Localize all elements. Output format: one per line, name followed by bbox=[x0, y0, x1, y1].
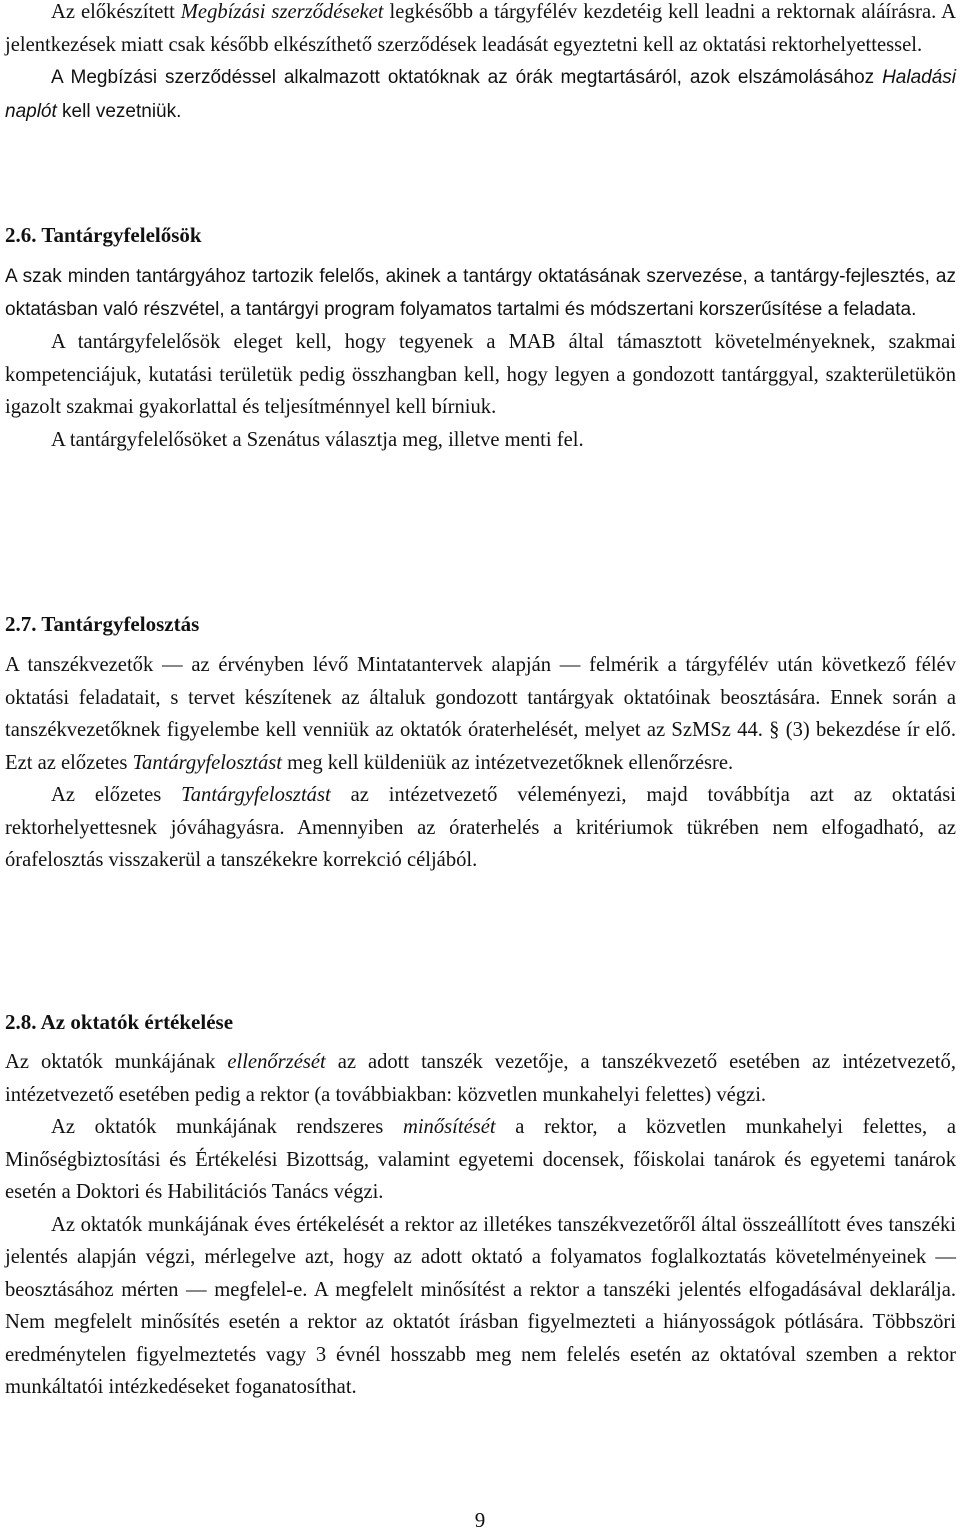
text-run: A tanszékvezetők ― az érvényben lévő Mintatantervek alapján ― felmérik a tárgyfélév után következő félév oktatási feladatait, s tervet készítenek az általuk gondozott tantárgyak oktatóinak beosztására. Ennek során a tanszékvezetőknek figyelembe kell venniük az oktatók óraterhelését, melyet az SzMSz 44. § (3) bekezdése ír elő. Ezt az előzetes bbox=[5, 654, 956, 774]
section-heading-2-7: 2.7. Tantárgyfelosztás bbox=[5, 612, 200, 636]
intro-paragraph-2 bbox=[5, 61, 956, 128]
intro-section bbox=[5, 0, 956, 128]
italic-term: Megbízási szerződéseket bbox=[180, 1, 384, 23]
section-2-7-body bbox=[5, 649, 956, 877]
section-heading-2-6: 2.6. Tantárgyfelelősök bbox=[5, 223, 202, 247]
text-run: Az előzetes bbox=[51, 784, 182, 806]
paragraph bbox=[5, 1046, 956, 1111]
section-2-6-body bbox=[5, 261, 956, 456]
paragraph: A szak minden tantárgyához tartozik felelős, akinek a tantárgy oktatásának szervezése, a tantárgy-fejlesztés, az oktatásban való részvétel, a tantárgyi program folyamatos tartalmi és módszertani korszerűsítése a feladata. bbox=[5, 266, 956, 320]
intro-paragraph-1 bbox=[5, 0, 956, 61]
text-run: az intézetvezető véleményezi, majd továbbítja azt az oktatási rektorhelyettesnek jóváhagyásra. Amennyiben az óraterhelés a kritériumok tükrében nem elfogadható, az órafelosztás visszakerül a tanszékekre korrekció céljából. bbox=[5, 784, 956, 871]
italic-term: Tantárgyfelosztást bbox=[181, 784, 331, 806]
italic-term: Tantárgyfelosztást bbox=[132, 751, 283, 774]
text-run: kell vezetniük. bbox=[56, 100, 182, 122]
text-run: legkésőbb a tárgyfélév kezdetéig kell leadni a rektornak aláírásra. A jelentkezések miatt csak később elkészíthető szerződések leadását egyeztetni kell az oktatási rektorhelyettessel. bbox=[5, 1, 956, 56]
text-run: Az előkészített bbox=[51, 1, 181, 23]
text-run: Az oktatók munkájának rendszeres bbox=[51, 1116, 403, 1138]
section-heading-2-8: 2.8. Az oktatók értékelése bbox=[5, 1010, 234, 1034]
section-2-8-body bbox=[5, 1046, 956, 1404]
paragraph: A tantárgyfelelősök eleget kell, hogy tegyenek a MAB által támasztott követelményeknek, szakmai kompetenciájuk, kutatási területük pedig összhangban kell, hogy legyen a gondozott tantárggyal, szakterületükön igazolt szakmai gyakorlattal és teljesítménnyel kell bírniuk. bbox=[5, 331, 956, 418]
text-run: meg kell küldeniük az intézetvezetőknek ellenőrzésre. bbox=[282, 751, 734, 774]
text-run: A Megbízási szerződéssel alkalmazott oktatóknak az órák megtartásáról, azok elszámolásához bbox=[51, 67, 883, 88]
italic-term: ellenőrzését bbox=[227, 1051, 326, 1073]
italic-term: Haladási naplót bbox=[5, 67, 956, 122]
text-run: az adott tanszék vezetője, a tanszékvezető esetében az intézetvezető, intézetvezető esetében pedig a rektor (a továbbiakban: közvetlen munkahelyi felettes) végzi. bbox=[5, 1051, 956, 1106]
text-run: Az oktatók munkájának bbox=[5, 1051, 228, 1073]
paragraph bbox=[5, 779, 956, 877]
paragraph bbox=[5, 1111, 956, 1209]
paragraph: Az oktatók munkájának éves értékelését a rektor az illetékes tanszékvezetőről által összeállított éves tanszéki jelentés alapján végzi, mérlegelve azt, hogy az adott oktató a folyamatos foglalkoztatás követelményeinek ― beosztásához mérten ― megfelel-e. A megfelelt minősítést a rektor a tanszéki jelentés elfogadásával deklarálja. Nem megfelelt minősítés esetén a rektor az oktatót írásban figyelmezteti a hiányosságok pótlására. Többszöri eredménytelen figyelmeztetés vagy 3 évnél hosszabb meg nem felelés esetén az oktatóval szemben a rektor munkáltatói intézkedéseket foganatosíthat. bbox=[5, 1213, 956, 1398]
paragraph bbox=[5, 649, 956, 779]
italic-term: minősítését bbox=[402, 1116, 496, 1138]
page-number: 9 bbox=[474, 1508, 486, 1532]
paragraph: A tantárgyfelelősöket a Szenátus választja meg, illetve menti fel. bbox=[51, 428, 584, 451]
text-run: a rektor, a közvetlen munkahelyi felettes, a Minőségbiztosítási és Értékelési Bizottság, valamint egyetemi docensek, főiskolai tanárok és egyetemi tanárok esetén a Doktori és Habilitációs Tanács végzi. bbox=[5, 1116, 956, 1203]
